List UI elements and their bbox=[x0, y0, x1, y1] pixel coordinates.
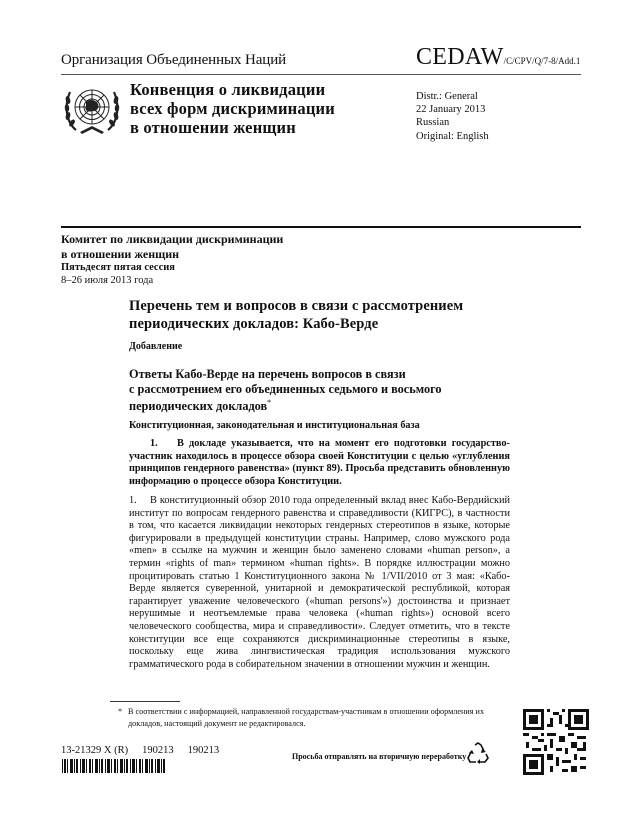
symbol-main: CEDAW bbox=[416, 44, 504, 70]
footnote-rule bbox=[110, 701, 180, 702]
recycle-icon bbox=[466, 742, 490, 764]
document-title-line: Перечень тем и вопросов в связи с рассмотрением bbox=[129, 298, 464, 314]
committee-block bbox=[61, 232, 283, 287]
reply-title bbox=[129, 367, 442, 414]
document-title-line: периодических докладов: Кабо-Верде bbox=[129, 315, 379, 332]
convention-title-line: в отношении женщин bbox=[130, 118, 296, 137]
answer-number: 1. bbox=[129, 495, 137, 506]
question-text: В докладе указывается, что на момент его подготовки государство-участник находилось в процессе обзора своей Конституции с целью «углубления принципов гендерного равенства» (пункт 89). Просьба представить обновленную информацию о процессе обзора Конституции. bbox=[129, 438, 510, 487]
symbol-suffix: /C/CPV/Q/7-8/Add.1 bbox=[503, 56, 581, 66]
distribution-info bbox=[416, 90, 489, 143]
convention-title-line: Конвенция о ликвидации bbox=[130, 80, 326, 99]
reply-title-line: Ответы Кабо-Верде на перечень вопросов в связи bbox=[129, 367, 406, 381]
answer-paragraph bbox=[129, 495, 510, 671]
original-language: Original: English bbox=[416, 130, 489, 142]
qr-code-icon bbox=[523, 709, 589, 775]
section-heading: Конституционная, законодательная и институциональная база bbox=[129, 420, 420, 431]
header-rule bbox=[61, 74, 581, 75]
convention-title-line: всех форм дискриминации bbox=[130, 99, 335, 118]
distribution-line: Distr.: General bbox=[416, 91, 478, 102]
committee-name: в отношении женщин bbox=[61, 246, 180, 261]
footnote bbox=[118, 706, 498, 729]
answer-text: В конституционный обзор 2010 года определенный вклад внес Кабо-Вердийский институт по вопросам гендерного равенства и справедливости (КИГРС), в частности в том, что касается ликвидации некоторых гендерных стереотипов в языке, которые фигурировали в предыдущей конституции страны. Например, слово мужского рода «men» в ссылке на мужчин и женщин было заменено словами «human person», а термин «rights of man» термином «human rights». В порядке иллюстрации можно процитировать статью 1 Конституционного закона № 1/VII/2010 от 3 мая: «Кабо-Верде является суверенной, унитарной и демократической республикой, которая гарантирует уважение человеческого («human persons'») достоинства и признает нерушимые и неотъемлемые права человека («human rights») основой всего человеческого сообщества, мира и справедливости». Следует отметить, что в тексте конституции все еще сохраняются дискриминационные стереотипы в языке, поскольку еще жива лингвистическая традиция использования мужского грамматического рода в собирательном значении в отношении мужчин и женщин. bbox=[129, 495, 510, 670]
section-rule bbox=[61, 226, 581, 228]
footnote-text: В соответствии с информацией, направленной государствам-участникам в отношении оформления их докладов, настоящий документ не редактировался. bbox=[128, 707, 485, 728]
un-emblem-icon bbox=[62, 80, 122, 138]
convention-title bbox=[130, 80, 335, 137]
question-number: 1. bbox=[150, 438, 158, 449]
reply-title-line: с рассмотрением его объединенных седьмого и восьмого bbox=[129, 381, 442, 396]
session-dates: 8–26 июля 2013 года bbox=[61, 275, 154, 286]
document-title bbox=[129, 298, 463, 333]
job-number-line bbox=[61, 745, 233, 756]
date-code: 190213 bbox=[187, 745, 220, 756]
organization-name: Организация Объединенных Наций bbox=[61, 52, 287, 68]
date-code: 190213 bbox=[142, 745, 174, 756]
footnote-marker: * bbox=[118, 707, 123, 716]
barcode-icon bbox=[62, 759, 166, 773]
addendum-label: Добавление bbox=[129, 341, 183, 352]
committee-name: Комитет по ликвидации дискриминации bbox=[61, 232, 284, 246]
job-number: 13-21329 X (R) bbox=[61, 745, 129, 756]
footnote-marker: * bbox=[267, 398, 272, 407]
reply-title-line: периодических докладов bbox=[129, 399, 268, 414]
recycle-notice: Просьба отправлять на вторичную переработку bbox=[292, 752, 467, 761]
session-label: Пятьдесят пятая сессия bbox=[61, 262, 175, 273]
document-symbol bbox=[416, 44, 580, 71]
question-paragraph bbox=[129, 438, 510, 488]
language: Russian bbox=[416, 117, 450, 129]
issue-date: 22 January 2013 bbox=[416, 104, 486, 116]
